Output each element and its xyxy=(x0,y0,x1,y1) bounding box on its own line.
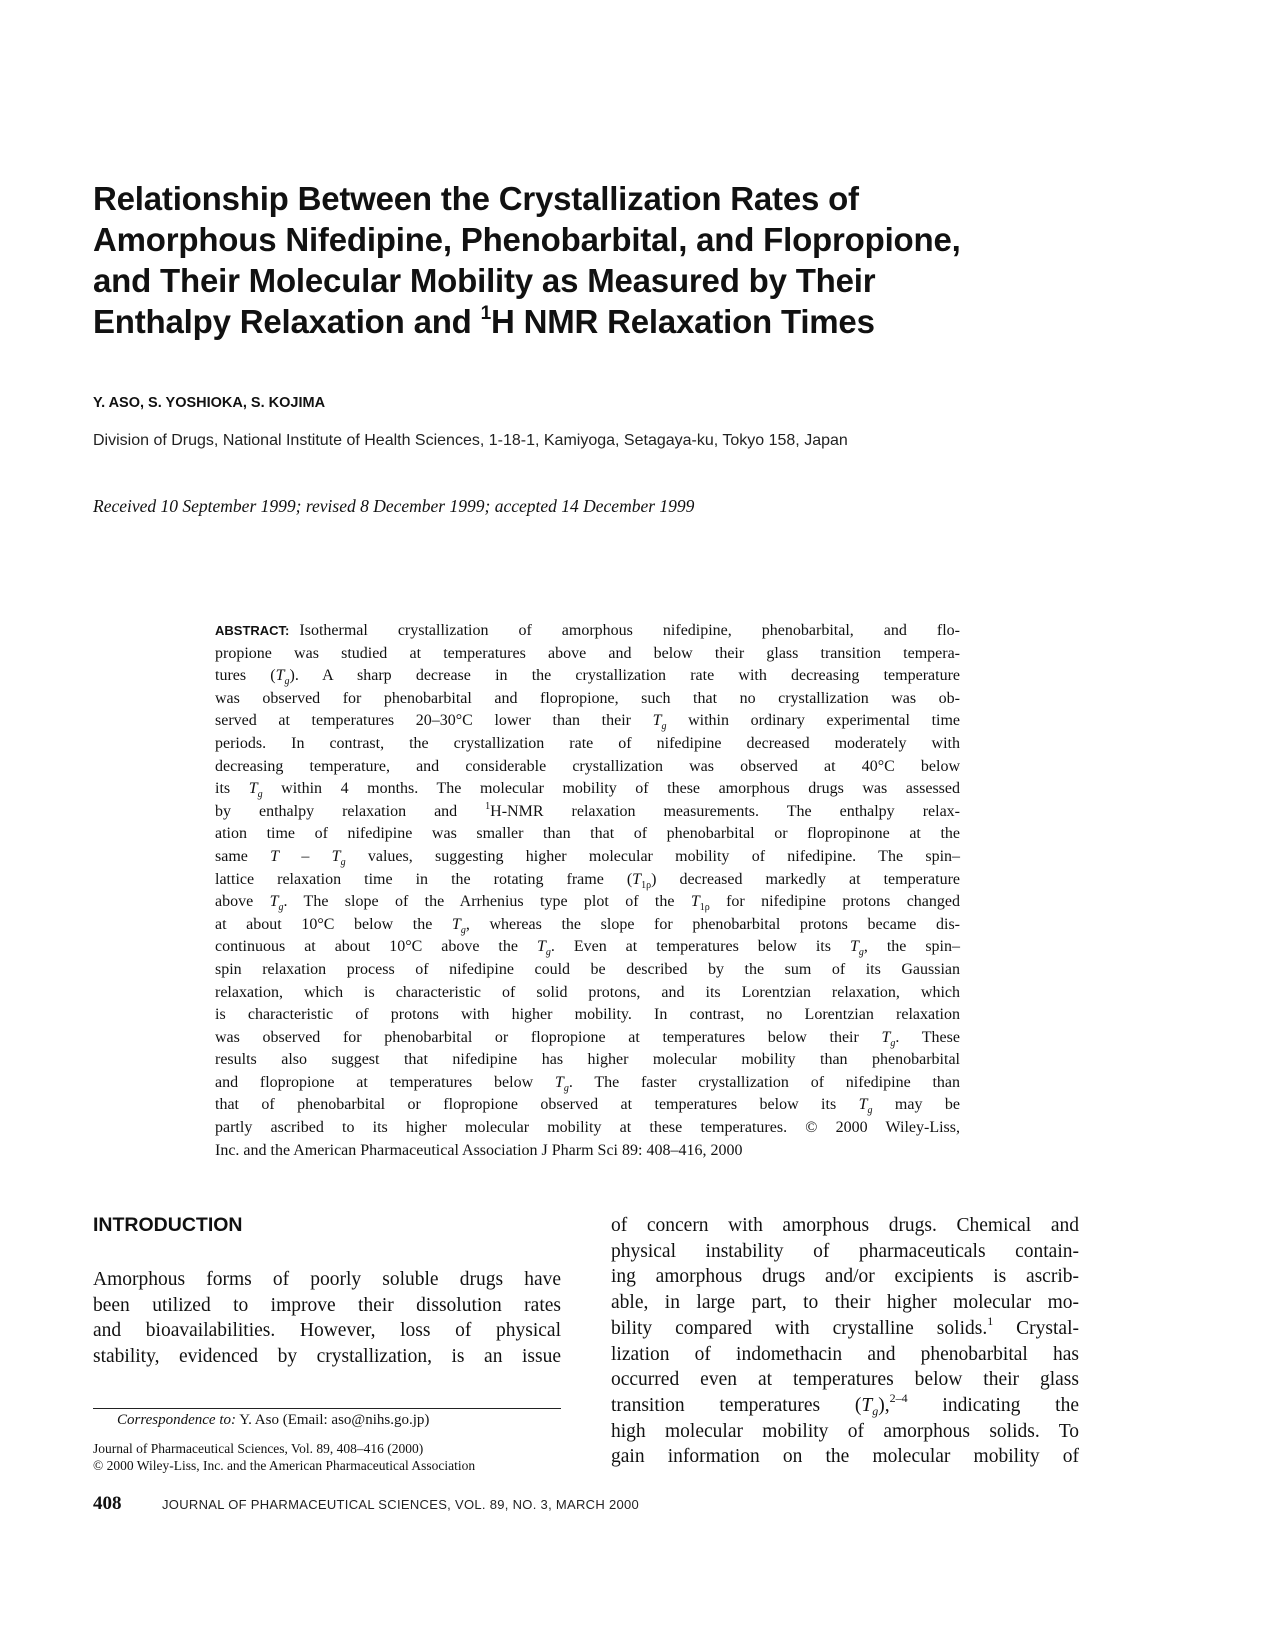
received-dates: Received 10 September 1999; revised 8 December 1999; accepted 14 December 1999 xyxy=(93,496,695,516)
body-line: Amorphous forms of poorly soluble drugs have xyxy=(93,1269,561,1290)
title-line: Enthalpy Relaxation and $^1$H NMR Relaxation Times xyxy=(93,303,875,340)
article-title xyxy=(93,178,1113,342)
section-heading-introduction: INTRODUCTION xyxy=(93,1214,243,1236)
body-line: stability, evidenced by crystallization, is an issue xyxy=(93,1346,561,1368)
correspondence-note: Correspondence to: Y. Aso (Email: aso@nihs.go.jp) xyxy=(117,1412,430,1428)
page-number: 408 xyxy=(93,1493,122,1514)
affiliation: Division of Drugs, National Institute of Health Sciences, 1-18-1, Kamiyoga, Setagaya-ku, Tokyo 158, Japan xyxy=(93,432,848,449)
authors: Y. ASO, S. YOSHIOKA, S. KOJIMA xyxy=(93,395,326,411)
body-column-right: of concern with amorphous drugs. Chemical and physical instability of pharmaceuticals contain- ing amorphous drugs and/or excipients is ascrib- able, in large part, to their higher molecular mo- bility compared with crystalline solids.$^1$ Crystal- lization of indomethacin and phenobarbital has occurred even at temperatures below their glass transition temperatures $(T_g),^{2-4}$ indicating the high molecular mobility of amorphous solids. To gain information on the molecular mobility of xyxy=(611,1215,1079,1468)
body-column-left xyxy=(93,1267,561,1370)
abstract: ABSTRACT: Isothermal crystallization of amorphous nifedipine, phenobarbital, and flo- propione was studied at temperatures above and below their glass transition tempera- tures $(T_g)$. A sharp decrease in the crystallization rate with decreasing temperature was observed for phenobarbital and flopropione, such that no crystallization was ob- served at temperatures 20–30°C lower than their $T_g$ within ordinary experimental time periods. In contrast, the crystallization rate of nifedipine decreased moderately with decreasing temperature, and considerable crystallization was observed at 40°C below its $T_g$ within 4 months. The molecular mobility of these amorphous drugs was assessed by enthalpy relaxation and $^1$H-NMR relaxation measurements. The enthalpy relax- ation time of nifedipine was smaller than that of phenobarbital or flopropinone at the same T – $T_g$ values, suggesting higher molecular mobility of nifedipine. The spin– lattice relaxation time in the rotating frame $(T_{1\rho})$ decreased markedly at temperature above $T_g$. The slope of the Arrhenius type plot of the $T_{1\rho}$ for nifedipine protons changed at about 10°C below the $T_g$, whereas the slope for phenobarbital protons became dis- continuous at about 10°C above the $T_g$. Even at temperatures below its $T_g$, the spin– spin relaxation process of nifedipine could be described by the sum of its Gaussian relaxation, which is characteristic of solid protons, and its Lorentzian relaxation, which is characteristic of protons with higher mobility. In contrast, no Lorentzian relaxation was observed for phenobarbital or flopropione at temperatures below their $T_g$. These results also suggest that nifedipine has higher molecular mobility than phenobarbital and flopropione at temperatures below $T_g$. The faster crystallization of nifedipine than that of phenobarbital or flopropione observed at temperatures below its $T_g$ may be partly ascribed to its higher molecular mobility at these temperatures. © 2000 Wiley-Liss, Inc. and the American Pharmaceutical Association J Pharm Sci 89: 408–416, 2000 xyxy=(215,622,961,1159)
running-footer: JOURNAL OF PHARMACEUTICAL SCIENCES, VOL. 89, NO. 3, MARCH 2000 xyxy=(162,1497,640,1512)
citation: 1 xyxy=(987,1313,994,1328)
title-line: Amorphous Nifedipine, Phenobarbital, and Flopropione, xyxy=(93,221,961,258)
citation: 2–4 xyxy=(889,1390,908,1405)
title-line: Relationship Between the Crystallization Rates of xyxy=(93,180,859,217)
footnote-divider xyxy=(93,1408,561,1409)
abstract-label: ABSTRACT: xyxy=(215,623,290,638)
title-line: and Their Molecular Mobility as Measured by Their xyxy=(93,262,876,299)
body-line: been utilized to improve their dissolution rates xyxy=(93,1294,561,1316)
journal-citation: Journal of Pharmaceutical Sciences, Vol. 89, 408–416 (2000) © 2000 Wiley-Liss, Inc. and the American Pharmaceutical Association xyxy=(93,1441,476,1473)
body-line: and bioavailabilities. However, loss of physical xyxy=(93,1320,561,1342)
